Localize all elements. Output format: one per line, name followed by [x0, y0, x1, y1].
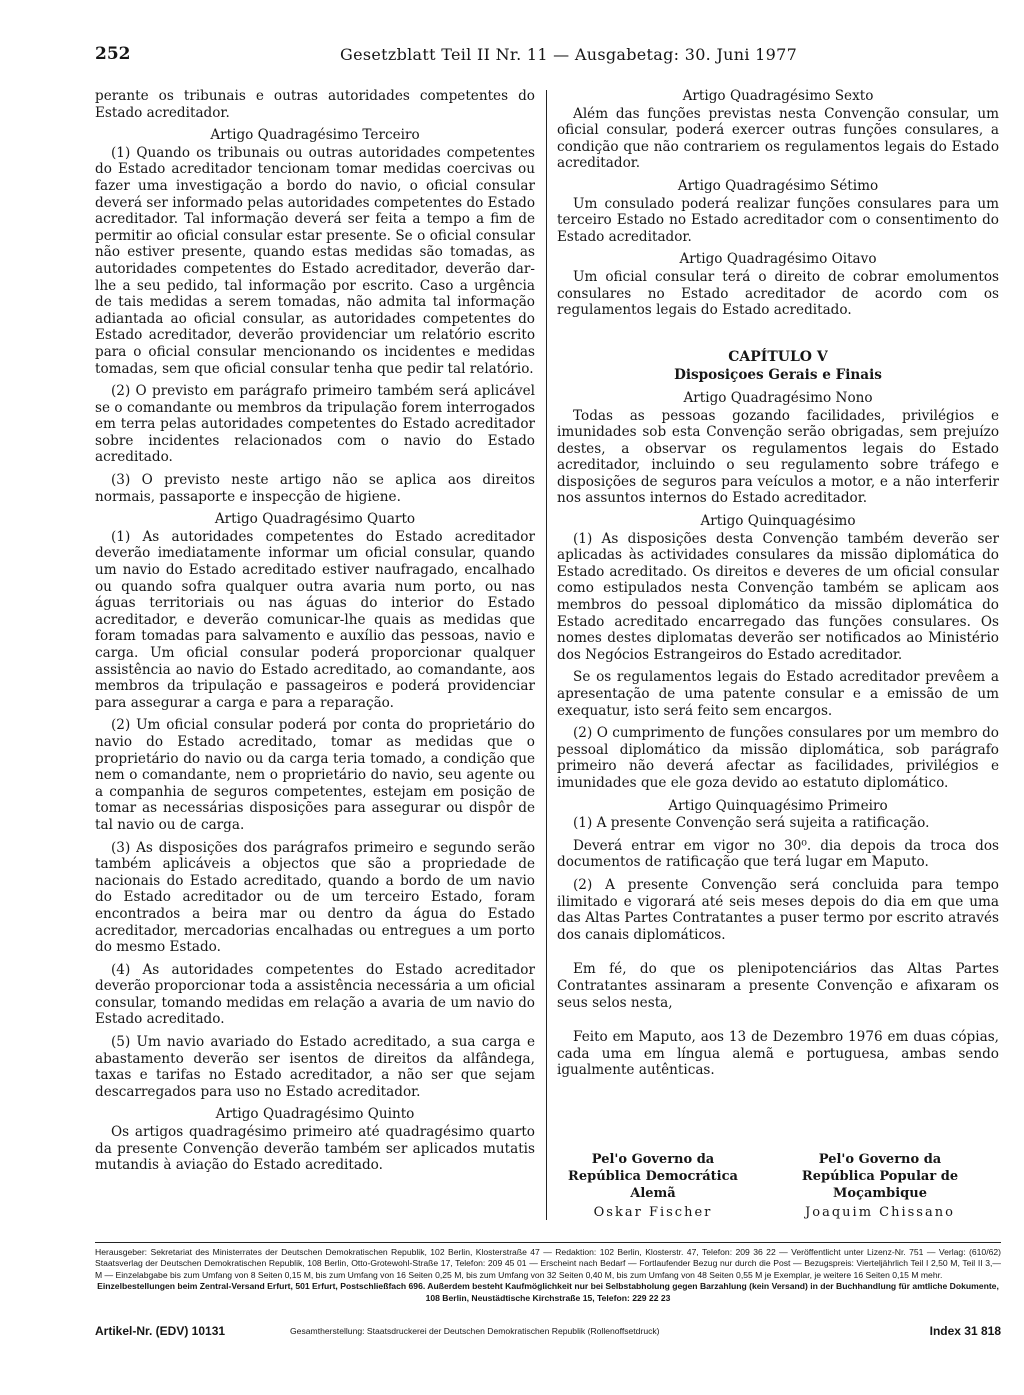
- article-50-para-1: (1) As disposições desta Convenção também deverão ser aplicadas às actividades consulares da missão diplomática do Estado acreditado. Os direitos e deveres de um oficial consular como estipulados nesta Convenção também se aplicam aos membros do pessoal diplomático da missão diplomática do Estado acreditado encarregado das funções consulares. Os nomes destes diplomatas deverão ser notificados ao Ministério dos Negócios Estrangeiros do Estado acreditador.: [557, 530, 999, 663]
- page-number: 252: [95, 44, 131, 64]
- signature-moz-line3: Moçambique: [833, 1186, 927, 1201]
- article-47-para-1: Um consulado poderá realizar funções consulares para um terceiro Estado no Estado acreditador com o consentimento do Estado acreditador.: [557, 195, 999, 245]
- article-number: Artikel-Nr. (EDV) 10131: [95, 1324, 226, 1338]
- article-51-para-1b: Deverá entrar em vigor no 30⁰. dia depois da troca dos documentos de ratificação que terá lugar em Maputo.: [557, 837, 999, 871]
- article-51-para-1: (1) A presente Convenção será sujeita a ratificação.: [573, 815, 930, 832]
- article-43-heading: Artigo Quadragésimo Terceiro: [210, 127, 420, 144]
- chapter-title: CAPÍTULO V: [728, 348, 828, 365]
- article-48-heading: Artigo Quadragésimo Oitavo: [679, 251, 877, 268]
- signature-moz-line1: Pel'o Governo da: [818, 1152, 942, 1167]
- imprint: [95, 1242, 1001, 1304]
- index-number: Index 31 818: [929, 1324, 1001, 1338]
- article-50-para-2: (2) O cumprimento de funções consulares por um membro do pessoal diplomático da missão diplomática, sob parágrafo primeiro não deverá afectar as facilidades, privilégios e imunidades que ele goza devido ao estatuto diplomático.: [557, 725, 999, 791]
- chapter-subtitle: Disposiçoes Gerais e Finais: [674, 367, 882, 384]
- signature-gdr-line3: Alemã: [630, 1186, 676, 1201]
- signature-block-gdr: [553, 1151, 753, 1221]
- signature-block-mozambique: [780, 1151, 980, 1221]
- article-43-para-2: (2) O previsto em parágrafo primeiro também será aplicável se o comandante ou membros da tripulação forem interrogados em terra pelas autoridades competentes do Estado acreditador sobre incidentes relacionados com o navio do Estado acreditado.: [95, 383, 535, 466]
- article-51-para-2: (2) A presente Convenção será concluida para tempo ilimitado e vigorará até seis meses depois do dia em que uma das Altas Partes Contratantes a puser termo por escrito através dos canais diplomáticos.: [557, 876, 999, 943]
- page-header: [95, 44, 1001, 72]
- article-44-para-2: (2) Um oficial consular poderá por conta do proprietário do navio do Estado acreditado, tomar as medidas que o proprietário do navio ou da carga teria tomado, a condição que nem o comandante, nem o proprietário do navio, seu agente ou a companhia de seguros competentes, estejam em posição de tomar as necessárias disposições para assegurar ou dispôr de tal navio ou de carga.: [95, 717, 535, 833]
- running-head: Gesetzblatt Teil II Nr. 11 — Ausgabetag: 30. Juni 1977: [340, 45, 798, 64]
- article-49-para-1: Todas as pessoas gozando facilidades, privilégios e imunidades sob esta Convenção serão obrigadas, sem prejuízo destes, a observar os regulamentos legais do Estado acreditador, incluindo o seu regulamento sobre tráfego e disposições de seguros para veículos a motor, e a não interferir nos assuntos internos do Estado acreditador.: [557, 407, 999, 507]
- article-44-heading: Artigo Quadragésimo Quarto: [214, 511, 416, 528]
- article-45-heading: Artigo Quadragésimo Quinto: [215, 1106, 415, 1123]
- article-44-para-5: (5) Um navio avariado do Estado acreditado, a sua carga e abastamento deverão ser isentos de direitos da alfândega, taxas e tarifas no Estado acreditador, a não ser que sejam descarregados para uso no Estado acreditador.: [95, 1034, 535, 1100]
- article-45-para-1: Os artigos quadragésimo primeiro até quadragésimo quarto da presente Convenção deverão também ser aplicados mutatis mutandis à aviação do Estado acreditado.: [95, 1124, 535, 1174]
- article-50-heading: Artigo Quinquagésimo: [700, 513, 856, 530]
- left-column: [95, 88, 535, 1180]
- article-43-para-1: (1) Quando os tribunais ou outras autoridades competentes do Estado acreditador tencionam tomar medidas coercivas ou fazer uma investigação a bordo do navio, o oficial consular deverá ser informado pelas autoridades competentes do Estado acreditador. Tal informação deverá ser feita a tempo a fim de permitir ao oficial consular estar presente. Se o oficial consular não estiver presente, quando estas medidas são tomadas, as autoridades competentes do Estado acreditador, deverão dar-lhe a seu pedido, tal informação por escrito. Caso a urgência de tais medidas a serem tomadas, não admita tal informação adiantada ao oficial consular, as autoridades competentes do Estado acreditador, deverão providenciar um relatório escrito para o oficial consular mencionando os incidentes e medidas tomadas, sem que oficial consular tenha que pedir tal relatório.: [95, 144, 536, 377]
- article-51-heading: Artigo Quinquagésimo Primeiro: [668, 797, 888, 814]
- article-44-para-1: (1) As autoridades competentes do Estado acreditador deverão imediatamente informar um oficial consular, quando um navio do Estado acreditado estiver naufragado, encalhado ou quando sofra qualquer outra avaria num porto, ou nas águas territoriais ou nas águas do interior do Estado acreditador, e deverão comunicar-lhe quais as medidas que foram tomadas para salvamento e auxílio das pessoas, navio e carga. Um oficial consular poderá proporcionar qualquer assistência ao navio do Estado acreditado, ao comandante, aos membros da tripulação e passageiros e poderá providenciar para assegurar a carga e para a reparação.: [95, 528, 535, 711]
- signature-gdr-name: Oskar Fischer: [593, 1205, 713, 1220]
- article-47-heading: Artigo Quadragésimo Sétimo: [677, 177, 879, 194]
- article-46-para-1: Além das funções previstas nesta Convenção consular, um oficial consular, poderá exercer outras funções consulares, a condição que não contrariem os regulamentos legais do Estado acreditador.: [557, 105, 999, 172]
- article-50-para-1b: Se os regulamentos legais do Estado acreditador prevêem a apresentação de uma patente consular e a emissão de um exequatur, isto será feito sem encargos.: [557, 669, 999, 719]
- column-divider: [546, 90, 547, 1220]
- signature-moz-name: Joaquim Chissano: [805, 1205, 955, 1220]
- closing-place-date: Feito em Maputo, aos 13 de Dezembro 1976 em duas cópias, cada uma em língua alemã e portuguesa, ambas sendo igualmente autênticas.: [557, 1029, 999, 1079]
- imprint-publisher: Herausgeber: Sekretariat des Ministerrates der Deutschen Demokratischen Republik, 102 Berlin, Klosterstraße 47 — Redaktion: 102 Berlin, Klosterstr. 47, Telefon: 209 36 22 — Veröffentlicht unter Lizenz-Nr. 751 — Verlag: (610/62) Staatsverlag der Deutschen Demokratischen Republik, 108 Berlin, Otto-Grotewohl-Straße 17, Telefon: 209 45 01 — Erscheint nach Bedarf — Fortlaufender Bezug nur durch die Post — Bezugspreis: Vierteljährlich Teil I 2,50 M, Teil II 3,— M — Einzelabgabe bis zum Umfang von 8 Seiten 0,15 M, bis zum Umfang von 16 Seiten 0,25 M, bis zum Umfang von 32 Seiten 0,40 M, bis zum Umfang von 48 Seiten 0,55 M je Exemplar, je weitere 16 Seiten 0,15 M mehr.: [95, 1247, 1001, 1280]
- signature-gdr-line2: República Democrática: [568, 1169, 738, 1184]
- continued-paragraph: perante os tribunais e outras autoridades competentes do Estado acreditador.: [95, 88, 535, 121]
- article-49-heading: Artigo Quadragésimo Nono: [683, 389, 873, 406]
- imprint-footer: [95, 1324, 1001, 1340]
- article-43-para-3: (3) O previsto neste artigo não se aplica aos direitos normais, passaporte e inspecção de higiene.: [95, 472, 535, 505]
- closing-statement: Em fé, do que os plenipotenciários das Altas Partes Contratantes assinaram a presente Convenção e afixaram os seus selos nesta,: [557, 961, 999, 1011]
- signature-gdr-line1: Pel'o Governo da: [591, 1152, 715, 1167]
- article-48-para-1: Um oficial consular terá o direito de cobrar emolumentos consulares no Estado acreditador de acordo com os regulamentos legais do Estado acreditado.: [557, 268, 999, 319]
- printer-note: Gesamtherstellung: Staatsdruckerei der Deutschen Demokratischen Republik (Rollenoffsetdruck): [290, 1326, 660, 1336]
- right-column: [557, 88, 999, 1085]
- signature-moz-line2: República Popular de: [801, 1169, 959, 1184]
- imprint-orders: Einzelbestellungen beim Zentral-Versand Erfurt, 501 Erfurt, Postschließfach 696. Außerdem besteht Kaufmöglichkeit nur bei Selbstabholung gegen Barzahlung (kein Versand) in der Buchhandlung für amtliche Dokumente, 108 Berlin, Neustädtische Kirchstraße 15, Telefon: 229 22 23: [97, 1281, 999, 1303]
- article-44-para-4: (4) As autoridades competentes do Estado acreditador deverão proporcionar toda a assistência necessária a um oficial consular, tomando medidas em relação a avaria de um navio do Estado acreditado.: [95, 961, 535, 1028]
- article-44-para-3: (3) As disposições dos parágrafos primeiro e segundo serão também aplicáveis a objectos que são a propriedade de nacionais do Estado acreditado, quando a bordo de um navio do Estado acreditador ou de um terceiro Estado, foram encontrados a beira mar ou dentro da água do Estado acreditador, mercadorias encalhadas ou entregues a um porto do mesmo Estado.: [95, 839, 535, 956]
- article-46-heading: Artigo Quadragésimo Sexto: [682, 88, 874, 104]
